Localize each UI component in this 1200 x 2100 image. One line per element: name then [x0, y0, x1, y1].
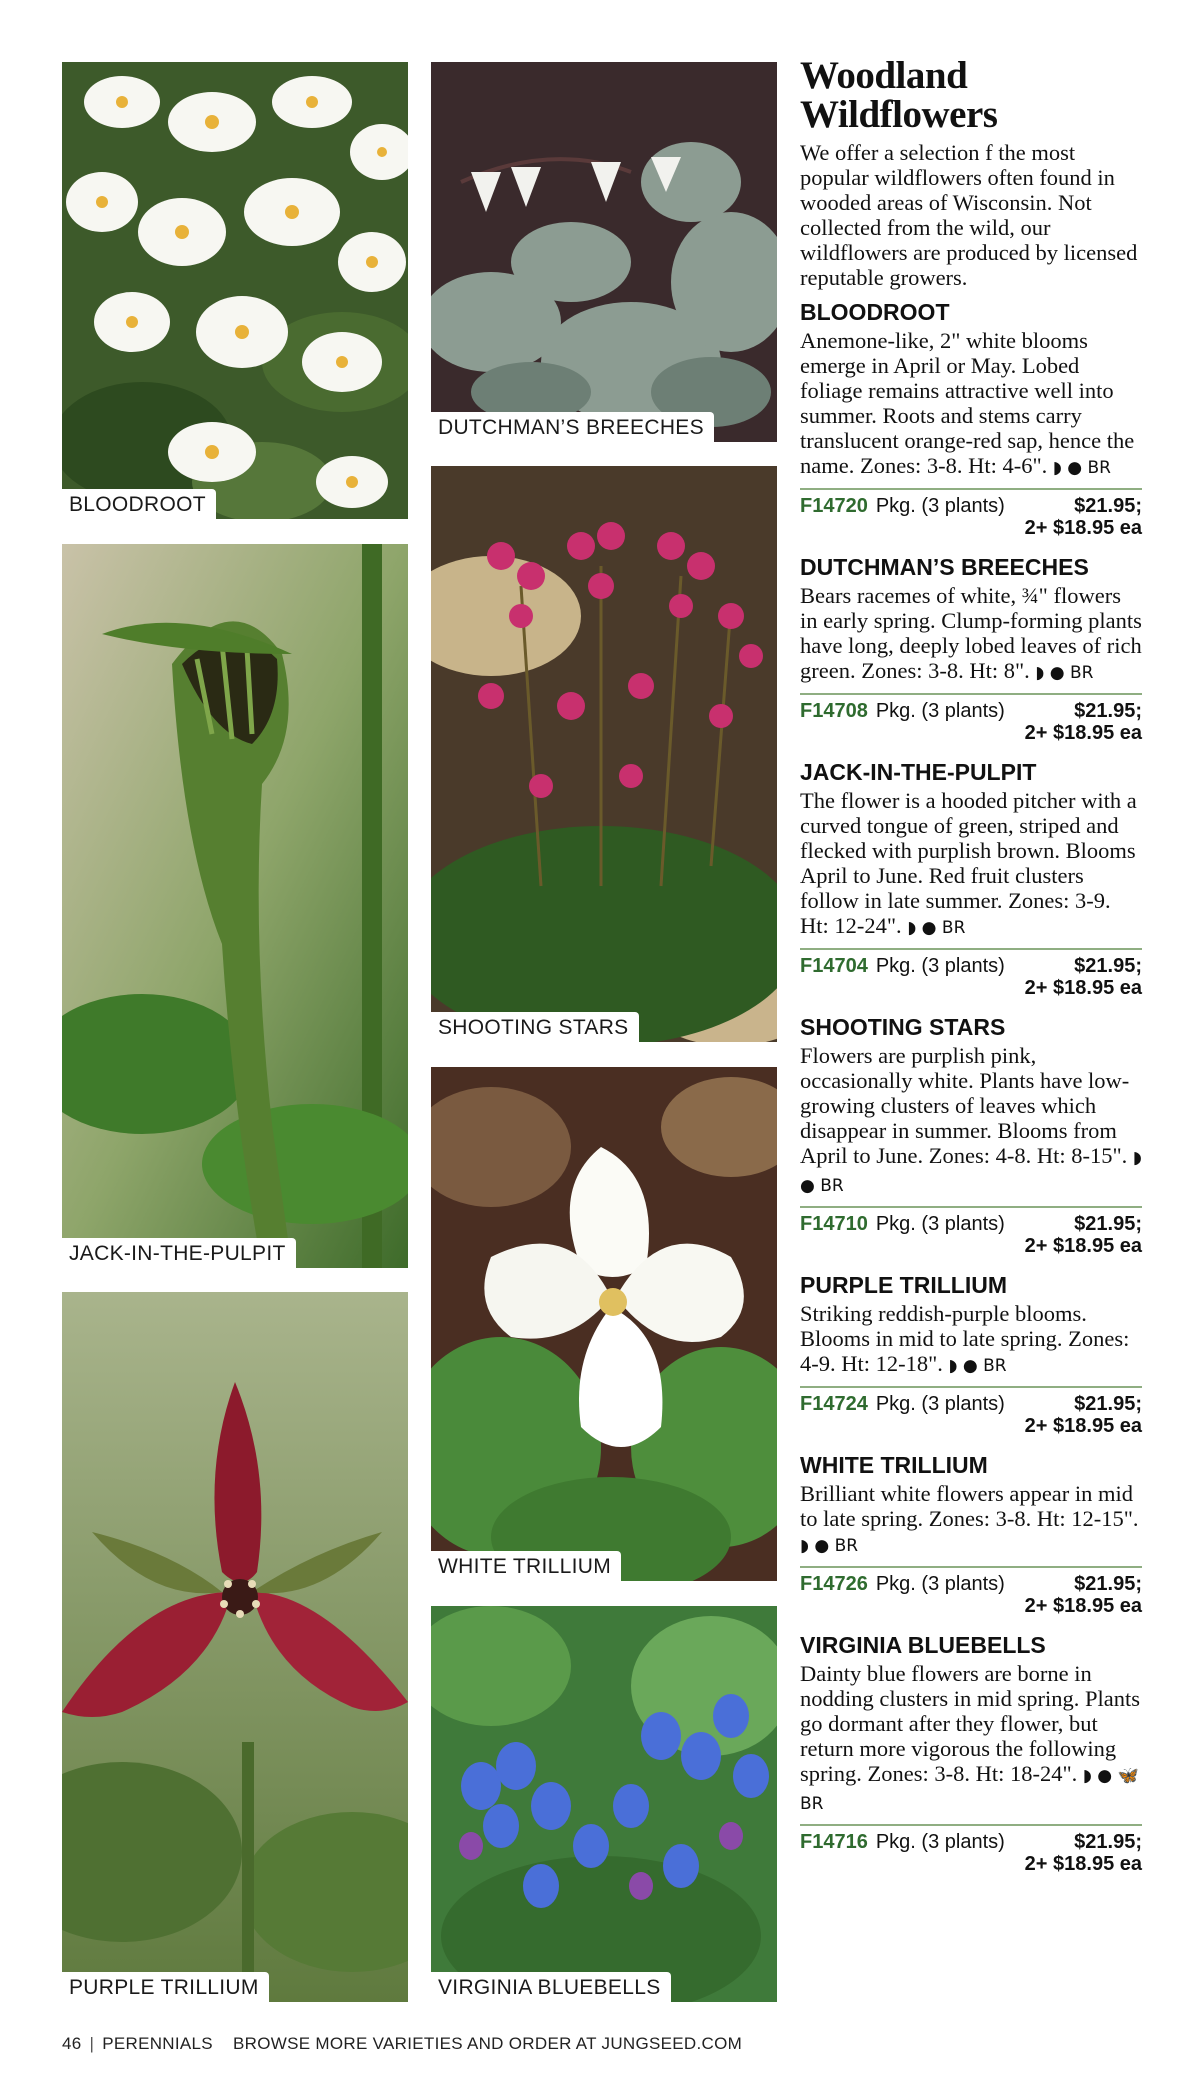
price: $21.95; — [1074, 1573, 1142, 1595]
price: $21.95; — [1074, 955, 1142, 977]
shooting-stars-caption: SHOOTING STARS — [431, 1012, 639, 1042]
sun-shade-icons: ◗ ● BR — [907, 918, 966, 938]
product-name: PURPLE TRILLIUM — [800, 1272, 1007, 1298]
product-description: Flowers are purplish pink, occasionally white. Plants have low-growing clusters of leaves which disappear in summer. Blooms from April to June. Zones: 4-8. Ht: 8-15". ◗ ● BR — [800, 1043, 1142, 1196]
white-trillium-illustration — [431, 1067, 777, 1581]
order-info[interactable] — [800, 1213, 1142, 1257]
product-name: BLOODROOT — [800, 299, 950, 325]
order-info[interactable] — [800, 955, 1142, 999]
purple-trillium-caption: PURPLE TRILLIUM — [62, 1972, 269, 2002]
jack-in-the-pulpit-illustration — [62, 544, 408, 1268]
bulk-price: 2+ $18.95 ea — [1024, 1853, 1142, 1875]
product-entry-white-trillium — [800, 1451, 1142, 1617]
bloodroot-caption: BLOODROOT — [62, 489, 216, 519]
sku-code: F14716 — [800, 1831, 868, 1853]
purple-trillium-photo — [62, 1292, 408, 2002]
virginia-bluebells-photo — [431, 1606, 777, 2002]
product-entry-shooting-stars — [800, 1013, 1142, 1257]
website-cta[interactable]: BROWSE MORE VARIETIES AND ORDER AT JUNGSEED.COM — [233, 2034, 743, 2053]
price: $21.95; — [1074, 1393, 1142, 1415]
shooting-stars-illustration — [431, 466, 777, 1042]
section-name: PERENNIALS — [102, 2034, 213, 2053]
divider — [800, 948, 1142, 950]
white-trillium-caption: WHITE TRILLIUM — [431, 1551, 621, 1581]
dutchmans-breeches-caption: DUTCHMAN’S BREECHES — [431, 412, 714, 442]
product-description: Anemone-like, 2" white blooms emerge in April or May. Lobed foliage remains attractive well into summer. Roots and stems carry translucent orange-red sap, hence the name. Zones: 3-8. Ht: 4-6". ◗ ● BR — [800, 328, 1135, 478]
sku-code: F14726 — [800, 1573, 868, 1595]
package-size: Pkg. (3 plants) — [875, 495, 1005, 517]
sun-shade-icons: ◗ ● BR — [1052, 458, 1111, 478]
package-size: Pkg. (3 plants) — [875, 1393, 1005, 1415]
product-entry-bloodroot — [800, 298, 1142, 539]
sun-shade-butterfly-icons: ◗ ● 🦋 BR — [800, 1766, 1139, 1814]
divider — [800, 693, 1142, 695]
product-entry-jack-in-the-pulpit — [800, 758, 1142, 999]
sun-shade-icons: ◗ ● BR — [948, 1356, 1007, 1376]
sku-code: F14720 — [800, 495, 868, 517]
bulk-price: 2+ $18.95 ea — [1024, 722, 1142, 744]
jack-in-the-pulpit-photo — [62, 544, 408, 1268]
product-description: Brilliant white flowers appear in mid to late spring. Zones: 3-8. Ht: 12-15". ◗ ● BR — [800, 1481, 1139, 1556]
bulk-price: 2+ $18.95 ea — [1024, 1415, 1142, 1437]
product-name: DUTCHMAN’S BREECHES — [800, 554, 1089, 580]
divider — [800, 1206, 1142, 1208]
order-info[interactable] — [800, 1831, 1142, 1875]
sun-shade-icons: ◗ ● BR — [1035, 663, 1094, 683]
product-name: JACK-IN-THE-PULPIT — [800, 759, 1037, 785]
product-description: Dainty blue flowers are borne in nodding clusters in mid spring. Plants go dormant after they flower, but return more vigorous the following spring. Zones: 3-8. Ht: 18-24". ◗ ● 🦋 BR — [800, 1661, 1140, 1814]
product-entry-virginia-bluebells — [800, 1631, 1142, 1875]
divider — [800, 1824, 1142, 1826]
package-size: Pkg. (3 plants) — [875, 1831, 1005, 1853]
footer-separator: | — [89, 2034, 95, 2053]
sun-shade-icons: ◗ ● BR — [800, 1536, 859, 1556]
order-info[interactable] — [800, 1393, 1142, 1437]
virginia-bluebells-illustration — [431, 1606, 777, 2002]
dutchmans-breeches-photo — [431, 62, 777, 442]
purple-trillium-illustration — [62, 1292, 408, 2002]
bulk-price: 2+ $18.95 ea — [1024, 517, 1142, 539]
price: $21.95; — [1074, 1831, 1142, 1853]
title-line-1: Woodland — [800, 54, 968, 97]
package-size: Pkg. (3 plants) — [875, 1573, 1005, 1595]
package-size: Pkg. (3 plants) — [875, 700, 1005, 722]
product-entry-purple-trillium — [800, 1271, 1142, 1437]
sku-code: F14704 — [800, 955, 868, 977]
intro-text: We offer a selection f the most popular wildflowers often found in wooded areas of Wisconsin. Not collected from the wild, our wildflowers are produced by licensed reputable growers. — [800, 140, 1138, 290]
product-entry-dutchmans-breeches — [800, 553, 1142, 744]
order-info[interactable] — [800, 495, 1142, 539]
bulk-price: 2+ $18.95 ea — [1024, 1595, 1142, 1617]
bloodroot-photo — [62, 62, 408, 519]
price: $21.95; — [1074, 495, 1142, 517]
product-description: Striking reddish-purple blooms. Blooms in mid to late spring. Zones: 4-9. Ht: 12-18". ◗ ● BR — [800, 1301, 1130, 1376]
sun-shade-icons: ◗ ● BR — [800, 1148, 1142, 1196]
product-description: The flower is a hooded pitcher with a curved tongue of green, striped and flecked with purplish brown. Blooms April to June. Red fruit clusters follow in late summer. Zones: 3-9. Ht: 12-24". ◗ ● BR — [800, 788, 1137, 938]
order-info[interactable] — [800, 700, 1142, 744]
bulk-price: 2+ $18.95 ea — [1024, 977, 1142, 999]
jack-in-the-pulpit-caption: JACK-IN-THE-PULPIT — [62, 1238, 296, 1268]
divider — [800, 488, 1142, 490]
bulk-price: 2+ $18.95 ea — [1024, 1235, 1142, 1257]
title-line-2: Wildflowers — [800, 93, 998, 136]
virginia-bluebells-caption: VIRGINIA BLUEBELLS — [431, 1972, 671, 2002]
product-name: SHOOTING STARS — [800, 1014, 1006, 1040]
page-title — [800, 56, 1142, 134]
page-footer — [62, 2034, 742, 2054]
product-name: WHITE TRILLIUM — [800, 1452, 988, 1478]
sku-code: F14710 — [800, 1213, 868, 1235]
sku-code: F14708 — [800, 700, 868, 722]
order-info[interactable] — [800, 1573, 1142, 1617]
dutchmans-breeches-illustration — [431, 62, 777, 442]
price: $21.95; — [1074, 1213, 1142, 1235]
price: $21.95; — [1074, 700, 1142, 722]
shooting-stars-photo — [431, 466, 777, 1042]
package-size: Pkg. (3 plants) — [875, 1213, 1005, 1235]
white-trillium-photo — [431, 1067, 777, 1581]
package-size: Pkg. (3 plants) — [875, 955, 1005, 977]
product-name: VIRGINIA BLUEBELLS — [800, 1632, 1046, 1658]
product-description: Bears racemes of white, ¾" flowers in early spring. Clump-forming plants have long, deeply lobed leaves of rich green. Zones: 3-8. Ht: 8". ◗ ● BR — [800, 583, 1142, 683]
divider — [800, 1386, 1142, 1388]
sku-code: F14724 — [800, 1393, 868, 1415]
page-number: 46 — [62, 2034, 82, 2053]
bloodroot-illustration — [62, 62, 408, 519]
product-column — [800, 56, 1142, 1889]
divider — [800, 1566, 1142, 1568]
